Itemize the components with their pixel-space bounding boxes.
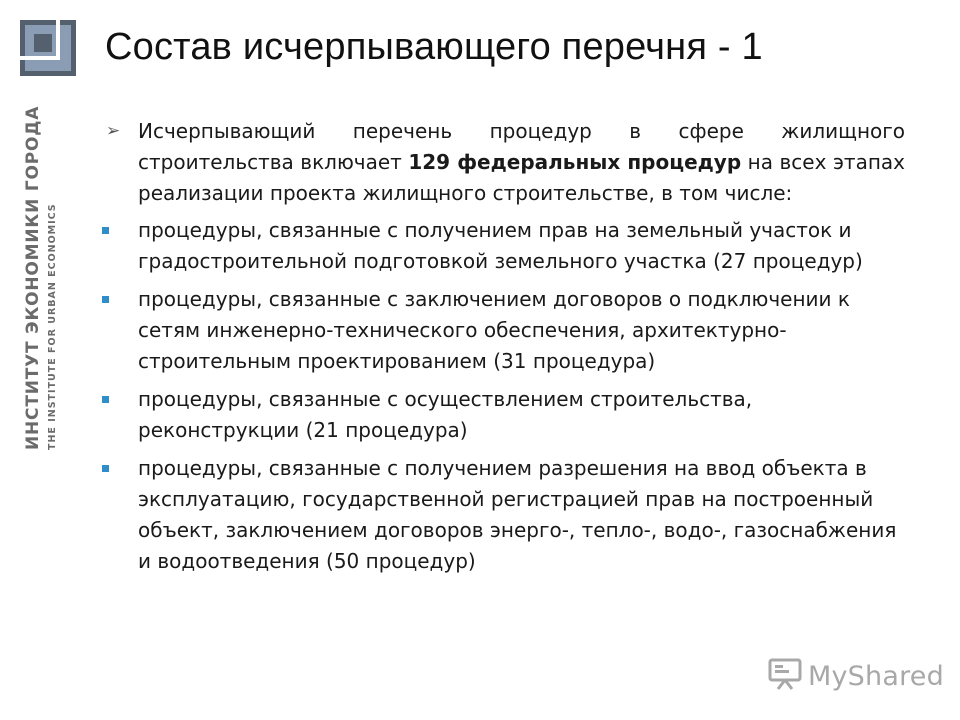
slide-content — [100, 116, 905, 584]
procedure-list — [100, 215, 905, 577]
brand-name: ИНСТИТУТ ЭКОНОМИКИ ГОРОДА — [23, 105, 43, 450]
institute-brand — [22, 30, 72, 450]
watermark-text: MyShared — [808, 660, 944, 692]
list-item — [100, 215, 905, 277]
arrow-bullet-icon: ➢ — [106, 121, 121, 141]
brand-subtitle: THE INSTITUTE FOR URBAN ECONOMICS — [47, 203, 58, 450]
lead-text-before: Исчерпывающий перечень процедур в сфере жилищного строительства включает — [138, 119, 905, 174]
square-bullet-icon — [102, 227, 109, 234]
list-item-text: процедуры, связанные с осуществлением строительства, реконструкции (21 процедура) — [138, 387, 753, 442]
square-bullet-icon — [102, 465, 109, 472]
list-item-text: процедуры, связанные с получением разрешения на ввод объекта в эксплуатацию, государственной регистрацией прав на построенный объект, заключением договоров энерго-, тепло-, водо-, газоснабжения и водоотведения (50 процедур) — [138, 456, 897, 573]
list-item — [100, 384, 905, 446]
lead-paragraph — [100, 116, 905, 209]
list-item — [100, 453, 905, 577]
lead-text-bold: 129 федеральных процедур — [408, 150, 742, 174]
lead-text-after: на всех этапах реализации проекта жилищного строительстве, в том числе: — [138, 150, 905, 205]
list-item — [100, 284, 905, 377]
list-item-text: процедуры, связанные с получением прав на земельный участок и градостроительной подготовкой земельного участка (27 процедур) — [138, 218, 863, 273]
square-bullet-icon — [102, 396, 109, 403]
square-bullet-icon — [102, 296, 109, 303]
page-title: Состав исчерпывающего перечня - 1 — [105, 26, 763, 68]
list-item-text: процедуры, связанные с заключением договоров о подключении к сетям инженерно-технического обеспечения, архитектурно-строительным проектированием (31 процедура) — [138, 287, 850, 373]
presentation-board-icon — [768, 657, 802, 695]
watermark — [768, 656, 944, 696]
